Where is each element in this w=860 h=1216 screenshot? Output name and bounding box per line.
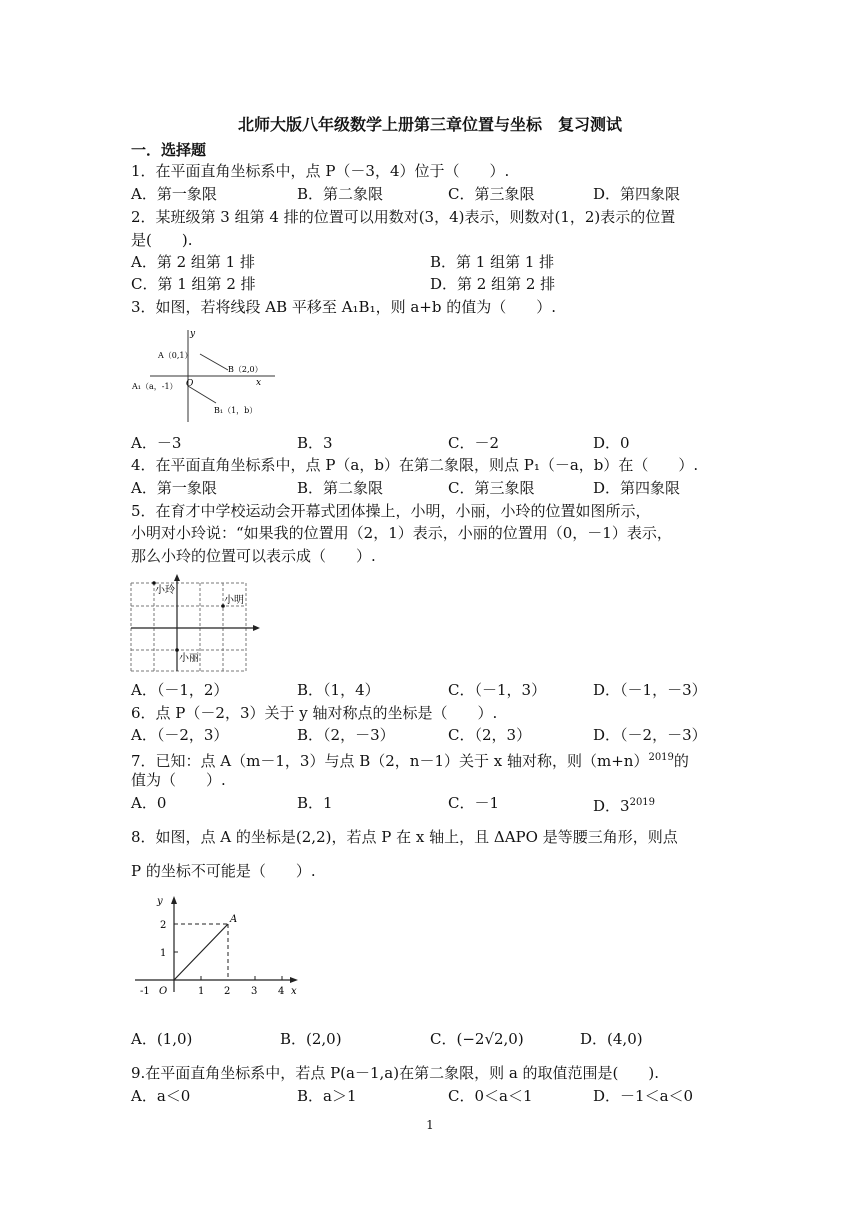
q8-x-tick-1: 1 [198,986,205,997]
q5-grid-figure [128,574,264,674]
q5-option-b: B．（1，4） [297,681,380,699]
q3-x-label: x [256,378,262,388]
q4-option-d: D．第四象限 [593,479,681,497]
page-title: 北师大版八年级数学上册第三章位置与坐标 复习测试 [237,115,622,134]
q3-option-b: B．3 [297,434,333,452]
q3-origin-label: O [186,379,194,389]
q5-option-a: A．（－1，2） [131,681,229,699]
q4-option-b: B．第二象限 [297,479,384,497]
q8-option-b: B．(2,0) [280,1030,342,1048]
q4-option-c: C．第三象限 [448,479,535,497]
q5-xiaoling-label: 小玲 [155,585,175,596]
q8-origin-label: O [159,986,168,997]
q2-option-c: C．第 1 组第 2 排 [131,275,256,293]
q3-point-b1-label: B₁（1，b） [214,406,258,415]
q8-y-tick-2: 2 [160,920,167,931]
q8-y-label: y [157,896,163,907]
q8-x-tick-2: 2 [224,986,231,997]
q9-option-b: B．a＞1 [297,1087,357,1105]
q1-option-d: D．第四象限 [593,185,681,203]
q2-option-d: D．第 2 组第 2 排 [430,275,556,293]
question-9: 9.在平面直角坐标系中，若点 P(a－1,a)在第二象限，则 a 的取值范围是( ). [131,1064,660,1082]
q1-option-c: C．第三象限 [448,185,535,203]
question-1: 1．在平面直角坐标系中，点 P（－3，4）位于（ ）. [131,162,510,180]
question-2-line1: 2．某班级第 3 组第 4 排的位置可以用数对(3，4)表示，则数对(1，2)表示的位置 [131,208,676,226]
q1-option-b: B．第二象限 [297,185,384,203]
question-5-line3: 那么小玲的位置可以表示成（ ）. [131,547,376,565]
q3-point-a1-label: A₁（a，-1） [132,382,178,391]
q5-xiaoming-label: 小明 [224,595,244,606]
q7-option-d-text: D．3 [593,797,630,815]
q8-x-tick-minus1: -1 [140,986,150,997]
q5-option-d: D．（－1，－3） [593,681,707,699]
q8-y-tick-1: 1 [160,948,167,959]
q2-option-a: A．第 2 组第 1 排 [131,253,255,271]
question-7-line1-text: 7．已知：点 A（m－1，3）与点 B（2，n－1）关于 x 轴对称，则（m+n） [131,752,649,770]
q7-exponent: 2019 [648,752,674,763]
question-4: 4．在平面直角坐标系中，点 P（a，b）在第二象限，则点 P₁（－a，b）在（ ）. [131,456,699,474]
q6-option-b: B．（2，－3） [297,726,395,744]
q7-option-d [593,792,655,817]
q7-option-d-exponent: 2019 [629,797,656,808]
q7-option-c: C．－1 [448,794,500,812]
q8-x-label: x [291,986,297,997]
question-8-line2: P 的坐标不可能是（ ）. [131,862,316,880]
question-2-line2: 是( ). [131,231,193,249]
q3-option-a: A．－3 [131,434,182,452]
q3-option-c: C．－2 [448,434,500,452]
q6-option-c: C．（2，3） [448,726,532,744]
q6-option-d: D．（－2，－3） [593,726,707,744]
question-6: 6．点 P（－2，3）关于 y 轴对称点的坐标是（ ）. [131,704,498,722]
page-number: 1 [426,1118,434,1132]
q8-point-a-label: A [230,914,238,925]
q3-point-a-label: A（0,1） [158,351,193,360]
q6-option-a: A．（－2，3） [131,726,229,744]
question-7-line2: 值为（ ）. [131,771,226,789]
question-5-line2: 小明对小玲说：“如果我的位置用（2，1）表示，小丽的位置用（0，－1）表示， [131,524,672,542]
q9-option-c: C．0＜a＜1 [448,1087,533,1105]
question-8-line1: 8．如图，点 A 的坐标是(2,2)，若点 P 在 x 轴上，且 ΔAPO 是等腰三角形，则点 [131,828,678,846]
q4-option-a: A．第一象限 [131,479,217,497]
q8-x-tick-3: 3 [251,986,258,997]
q3-option-d: D．0 [593,434,630,452]
q3-point-b-label: B（2,0） [228,365,263,374]
question-7-line1-end: 的 [673,752,689,770]
q2-option-b: B．第 1 组第 1 排 [430,253,555,271]
q8-option-c: C．(−2√2,0) [430,1030,524,1048]
section-heading: 一．选择题 [131,141,207,159]
q3-figure [130,322,280,426]
q8-option-a: A．(1,0) [131,1030,193,1048]
q9-option-d: D．－1＜a＜0 [593,1087,694,1105]
q7-option-b: B．1 [297,794,333,812]
q8-figure [130,890,305,1002]
q5-xiaoli-label: 小丽 [179,653,199,664]
question-3: 3．如图，若将线段 AB 平移至 A₁B₁，则 a+b 的值为（ ）. [131,298,557,316]
q9-option-a: A．a＜0 [131,1087,191,1105]
q8-x-tick-4: 4 [278,986,285,997]
q1-option-a: A．第一象限 [131,185,217,203]
q8-option-d: D．(4,0) [580,1030,643,1048]
q3-y-label: y [190,329,196,339]
q7-option-a: A．0 [131,794,167,812]
q5-option-c: C．（－1，3） [448,681,547,699]
question-5-line1: 5．在育才中学校运动会开幕式团体操上，小明，小丽，小玲的位置如图所示， [131,502,651,520]
